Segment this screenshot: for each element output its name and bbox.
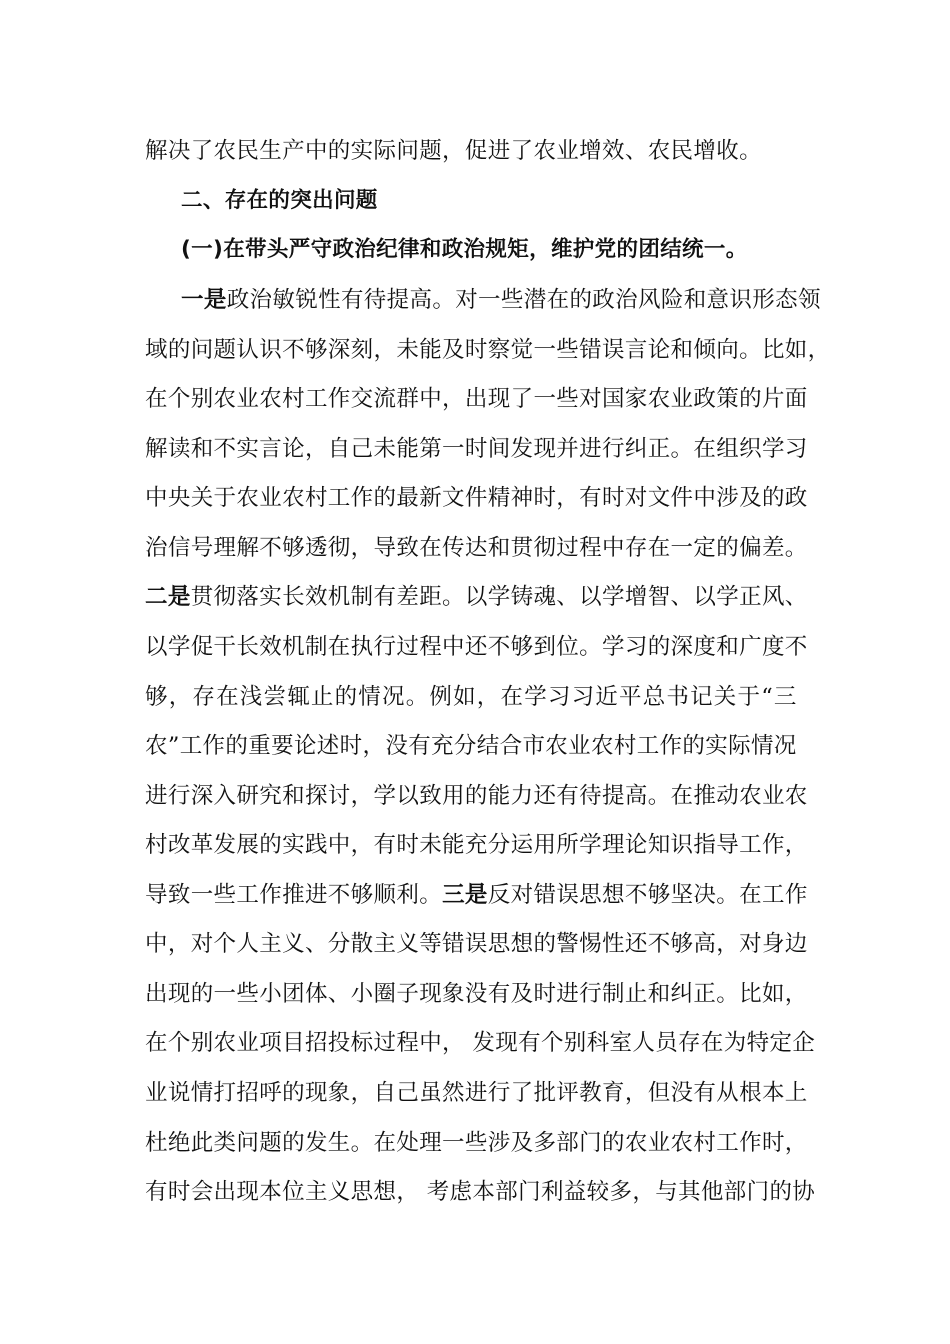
body-line-18: 出现的一些小团体、小圈子现象没有及时进行制止和纠正。比如，: [145, 981, 808, 1007]
body-line-22: 有时会出现本位主义思想， 考虑本部门利益较多，与其他部门的协: [145, 1179, 816, 1205]
point-lead-1: 一是: [181, 287, 227, 313]
body-line-5: 域的问题认识不够深刻，未能及时察觉一些错误言论和倾向。比如，: [145, 337, 831, 363]
body-line-16-tail: 反对错误思想不够坚决。在工作: [487, 882, 808, 908]
body-line-11: 以学促干长效机制在执行过程中还不够到位。学习的深度和广度不: [145, 634, 808, 660]
point-lead-2: 二是: [145, 584, 191, 610]
section-heading: 二、存在的突出问题: [181, 188, 378, 213]
body-line-4-text: 政治敏锐性有待提高。对一些潜在的政治风险和意识形态领: [226, 287, 821, 313]
body-line-1: 解决了农民生产中的实际问题，促进了农业增效、农民增收。: [145, 138, 762, 164]
body-line-14: 进行深入研究和探讨，学以致用的能力还有待提高。在推动农业农: [145, 783, 808, 809]
body-line-20: 业说情打招呼的现象，自己虽然进行了批评教育，但没有从根本上: [145, 1080, 808, 1106]
body-line-4: [181, 284, 841, 316]
body-line-13: 农”工作的重要论述时，没有充分结合市农业农村工作的实际情况: [145, 733, 797, 759]
body-line-15: 村改革发展的实践中，有时未能充分运用所学理论知识指导工作，: [145, 832, 808, 858]
body-line-21: 杜绝此类问题的发生。在处理一些涉及多部门的农业农村工作时，: [145, 1130, 808, 1156]
point-lead-3: 三是: [442, 882, 488, 908]
body-line-10-text: 贯彻落实长效机制有差距。以学铸魂、以学增智、以学正风、: [190, 584, 808, 610]
body-line-16-text: 导致一些工作推进不够顺利。: [145, 882, 443, 908]
body-line-8: 中央关于农业农村工作的最新文件精神时，有时对文件中涉及的政: [145, 485, 808, 511]
body-line-6: 在个别农业农村工作交流群中，出现了一些对国家农业政策的片面: [145, 386, 808, 412]
body-line-10: [145, 581, 808, 613]
body-line-19: 在个别农业项目招投标过程中， 发现有个别科室人员存在为特定企: [145, 1030, 816, 1056]
subsection-heading: (一)在带头严守政治纪律和政治规矩，维护党的团结统一。: [181, 237, 748, 262]
body-line-12: 够，存在浅尝辄止的情况。例如，在学习习近平总书记关于“三: [145, 684, 798, 710]
body-line-17: 中，对个人主义、分散主义等错误思想的警惕性还不够高，对身边: [145, 931, 808, 957]
body-line-9: 治信号理解不够透彻，导致在传达和贯彻过程中存在一定的偏差。: [145, 535, 808, 561]
body-line-7: 解读和不实言论，自己未能第一时间发现并进行纠正。在组织学习: [145, 436, 808, 462]
body-line-16: [145, 879, 808, 911]
